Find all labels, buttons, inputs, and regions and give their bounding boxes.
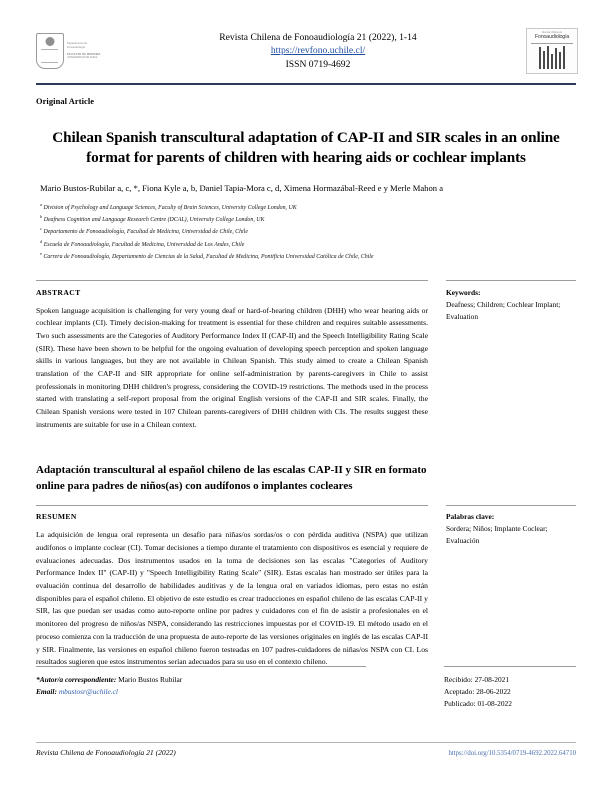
resumen-text: La adquisición de lengua oral representa un desafío para niñas/os sordas/os o con pérdida auditiva (NSPA) que utilizan audífonos o implante coclear (CI). Tomar decisiones a tiempo durante el tratamiento con dispositivos es esencial y requiere de evaluaciones adecuadas. Dos instrumentos usados en la toma de decisiones son las escalas "Categories of Auditory Performance Index II" (CAP-II) y "Speech Intelligibility Rating Scale" (SIR). Estas escalas han mostrado ser útiles para la evaluación continua del desarrollo de habilidades auditivas y de la lengua oral en variados idiomas, pero estas no están disponibles para el español chileno. El objetivo de este estudio es crear traducciones en español chileno de las escalas CAP-II y SIR, las que puedan ser usadas como auto-reporte online por padres y cuidadores con el fin de asistir a profesionales en el monitoreo del progreso de niños/as NSPA, considerando las restricciones impuestas por el COVID-19. El método usado en el proceso comienza con la traducción de una propuesta de auto-reporte de las versiones originales en inglés de las escalas CAP-II y SIR. Finalmente, las versiones en español chileno fueron testeadas en 107 padres-cuidadores de niñas/os NSPA con CI. Los resultados sugieren que estos instrumentos serían adecuados para su uso en el contexto chileno. (36, 530, 428, 667)
dept-line-1: Departamento de (67, 42, 88, 45)
date-accepted: Aceptado: 28-06-2022 (444, 686, 511, 696)
palabras-clave-heading: Palabras clave: (446, 512, 495, 522)
affiliation-marker: b (40, 214, 43, 220)
corresponding-author-name: Mario Bustos Rubilar (118, 674, 183, 684)
university-crest-icon (36, 33, 64, 69)
author-list (40, 182, 572, 194)
universidad-de-chile-crest-logo (36, 28, 110, 74)
corresponding-author-label: *Autor/a correspondiente: (36, 674, 117, 684)
cover-bars-graphic (531, 45, 573, 69)
affiliation-marker: e (40, 250, 42, 256)
affiliation-text: Division of Psychology and Language Sciences, Faculty of Brain Sciences, University College London, UK (43, 205, 297, 212)
journal-citation-line: Revista Chilena de Fonoaudiología 21 (2022), 1-14 (219, 31, 417, 43)
abstract-heading: ABSTRACT (36, 287, 81, 297)
affiliation-list (40, 201, 572, 262)
department-logo-text (67, 42, 109, 60)
dates-divider (444, 666, 576, 667)
date-published: Publicado: 01-08-2022 (444, 698, 512, 708)
affiliation-item (40, 213, 572, 225)
correspondence-section (36, 666, 576, 710)
author-list-text: Mario Bustos-Rubilar a, c, *, Fiona Kyle a, b, Daniel Tapia-Mora c, d, Ximena Hormazábal-Reed e y Merle Mahon a (40, 183, 444, 194)
affiliation-marker: a (40, 202, 42, 208)
journal-url-link[interactable]: https://revfono.uchile.cl/ (270, 45, 366, 57)
cover-supertitle: Revista Chilena de (541, 31, 563, 34)
resumen-column (36, 505, 428, 669)
correspondence-divider (36, 666, 366, 667)
footer-journal-name: Revista Chilena de Fonoaudiología 21 (2022) (36, 747, 176, 757)
page-footer (36, 742, 576, 757)
affiliation-marker: c (40, 226, 42, 232)
abstract-text: Spoken language acquisition is challenging for very young deaf or hard-of-hearing children (DHH) who wear hearing aids or cochlear implants (CI). Timely decision-making for treatment is essential for these children and requires suitable assessments. Two such assessments are the Categories of Auditory Performance Index II (CAP-II) and the Speech Intelligibility Rating Scale (SIR). These have been shown to be helpful for the ongoing evaluation of developing speech perception and spoken language skills in various languages, but they are not available in Chilean Spanish. This study aimed to create a Chilean Spanish translation of the CAP-II and SIR appropriate for online self-administration by parents-caregivers in Chile to assist professionals in monitoring DHH children's progress, considering the COVID-19 restrictions. The methods used in the process started with translating a self-report proposal from the original English versions of the CAP-II and SIR scales. Finally, the Chilean Spanish versions were tested in 107 Chilean parents-caregivers of DHH children with CIs. The results suggest these instruments are suitable for use in a Chilean context. (36, 305, 428, 429)
email-line (36, 686, 366, 698)
journal-citation-block (110, 31, 526, 72)
resumen-heading: RESUMEN (36, 512, 77, 522)
masthead (0, 0, 612, 74)
publication-dates-block (444, 666, 576, 710)
abstract-column (36, 280, 428, 432)
corresponding-author-line (36, 674, 366, 686)
dept-line-3: FACULTAD DE MEDICINA (67, 52, 101, 56)
abstract-section (36, 280, 576, 432)
footer-divider (36, 742, 576, 743)
keywords-column (428, 280, 576, 432)
email-label: Email: (36, 686, 57, 696)
affiliation-item (40, 250, 572, 262)
cover-rule (531, 43, 573, 44)
date-received: Recibido: 27-08-2021 (444, 674, 510, 684)
article-type-label: Original Article (36, 96, 95, 106)
page-title: Chilean Spanish transcultural adaptation of CAP-II and SIR scales in an online format for parents of children with hearing aids or cochlear implants (52, 128, 560, 166)
palabras-clave-column (428, 505, 576, 669)
affiliation-item (40, 201, 572, 213)
journal-issn: ISSN 0719-4692 (285, 58, 351, 70)
palabras-clave-text: Sordera; Niños; Implante Coclear; Evaluación (446, 524, 548, 546)
dept-line-4: UNIVERSIDAD DE CHILE (67, 56, 98, 60)
affiliation-item (40, 225, 572, 237)
keywords-heading: Keywords: (446, 287, 481, 297)
affiliation-marker: d (40, 238, 43, 244)
resumen-section (36, 505, 576, 669)
journal-cover-thumbnail (526, 28, 578, 74)
cover-title: Fonoaudiología (534, 34, 570, 41)
affiliation-text: Carrera de Fonoaudiología, Departamento de Ciencias de la Salud, Facultad de Medicina, Pontificia Universidad Católica de Chile, Chile (43, 253, 374, 260)
page-title-spanish: Adaptación transcultural al español chileno de las escalas CAP-II y SIR en formato online para padres de niños(as) con audífonos o implantes cocleares (36, 463, 427, 493)
keywords-text: Deafness; Children; Cochlear Implant; Evaluation (446, 299, 561, 321)
dept-line-2: Fonoaudiología (67, 45, 85, 49)
correspondence-block (36, 666, 366, 698)
email-link[interactable]: mbustosr@uchile.cl (58, 686, 118, 696)
masthead-divider (36, 83, 576, 85)
footer-doi-link[interactable]: https://doi.org/10.5354/0719-4692.2022.64710 (448, 749, 576, 757)
affiliation-text: Escuela de Fonoaudiología, Facultad de Medicina, Universidad de Los Andes, Chile (43, 241, 245, 248)
affiliation-text: Deafness Cognition and Language Research Centre (DCAL), University College London, UK (43, 217, 265, 224)
affiliation-item (40, 238, 572, 250)
affiliation-text: Departamento de Fonoaudiología, Facultad de Medicina, Universidad de Chile, Chile (43, 229, 248, 236)
